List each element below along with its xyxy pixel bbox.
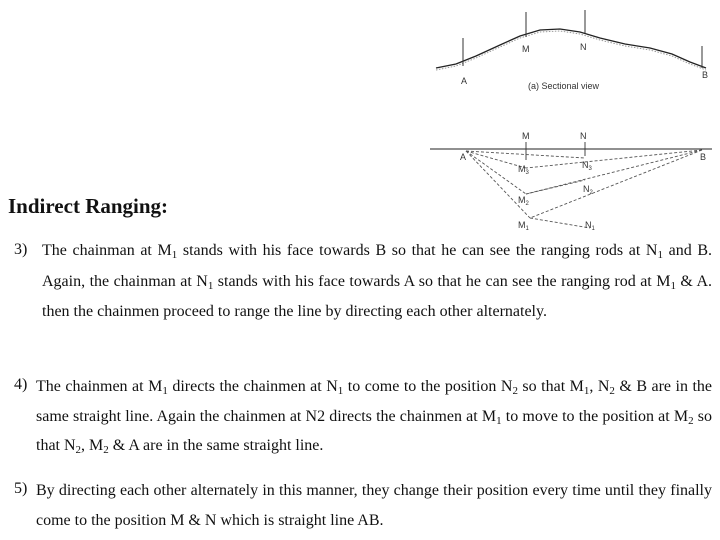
label-m-section: M bbox=[522, 44, 530, 54]
page-heading: Indirect Ranging: bbox=[8, 194, 169, 218]
label-m1: $M_1$ bbox=[518, 220, 529, 232]
section-caption: (a) Sectional view bbox=[528, 81, 600, 91]
label-a-section: A bbox=[461, 76, 468, 86]
subscript: 1 bbox=[171, 249, 178, 261]
paragraph-3 bbox=[14, 236, 712, 328]
paragraph-number: 5) bbox=[14, 480, 28, 497]
paragraph-number: 3) bbox=[14, 241, 28, 258]
paragraph-4 bbox=[14, 372, 712, 461]
label-b-section: B bbox=[702, 70, 709, 80]
label-m3: $M_3$ bbox=[518, 164, 529, 176]
ranging-dashes bbox=[466, 150, 702, 228]
subscript: 1 bbox=[583, 385, 590, 397]
subscript: 2 bbox=[609, 385, 615, 397]
label-n1: $N_1$ bbox=[585, 220, 595, 232]
label-m2: $M_2$ bbox=[518, 195, 529, 207]
ground-hatch bbox=[436, 31, 706, 70]
ground-profile bbox=[436, 29, 706, 68]
paragraph-number: 4) bbox=[14, 376, 28, 393]
subscript: 1 bbox=[162, 385, 168, 397]
paragraph-text: The chainmen at $M_1$ directs the chainmen at $N_1$ to come to the position $N_2$ so that $M_1$, $N_2$ & B are in the same straight line. Again the chainmen at N2 directs the chainmen at $M_1$ to move to the position at $M_2$ so that $N_2$, $M_2$ & A are in the same straight line. bbox=[36, 378, 713, 456]
paragraph-text: By directing each other alternately in this manner, they change their position every time until they finally come to the position M & N which is straight line AB. bbox=[36, 482, 712, 529]
label-n3: $N_3$ bbox=[582, 160, 592, 172]
subscript: 1 bbox=[657, 249, 663, 261]
subscript: 2 bbox=[103, 444, 109, 456]
label-n2: $N_2$ bbox=[583, 184, 593, 196]
subscript: 1 bbox=[207, 279, 214, 292]
label-b-plan: B bbox=[700, 152, 707, 162]
subscript: 2 bbox=[75, 444, 82, 456]
subscript: 2 bbox=[688, 414, 694, 427]
label-n-section: N bbox=[580, 42, 587, 52]
subscript: 1 bbox=[670, 279, 676, 292]
subscript: 1 bbox=[337, 385, 344, 397]
subscript: 1 bbox=[496, 414, 502, 427]
label-a-plan: A bbox=[460, 152, 467, 162]
label-m-plan: M bbox=[522, 131, 530, 141]
paragraph-text: The chainman at $M_1$ stands with his face towards B so that he can see the ranging rods at $N_1$ and B. Again, the chainman at $N_1$ stands with his face towards A so that he can see the ranging rod at $M_1$ & A. then the chainmen proceed to range the line by directing each other alternately. bbox=[42, 242, 713, 320]
label-n-plan: N bbox=[580, 131, 587, 141]
paragraph-5 bbox=[14, 476, 712, 535]
subscript: 2 bbox=[512, 385, 518, 397]
